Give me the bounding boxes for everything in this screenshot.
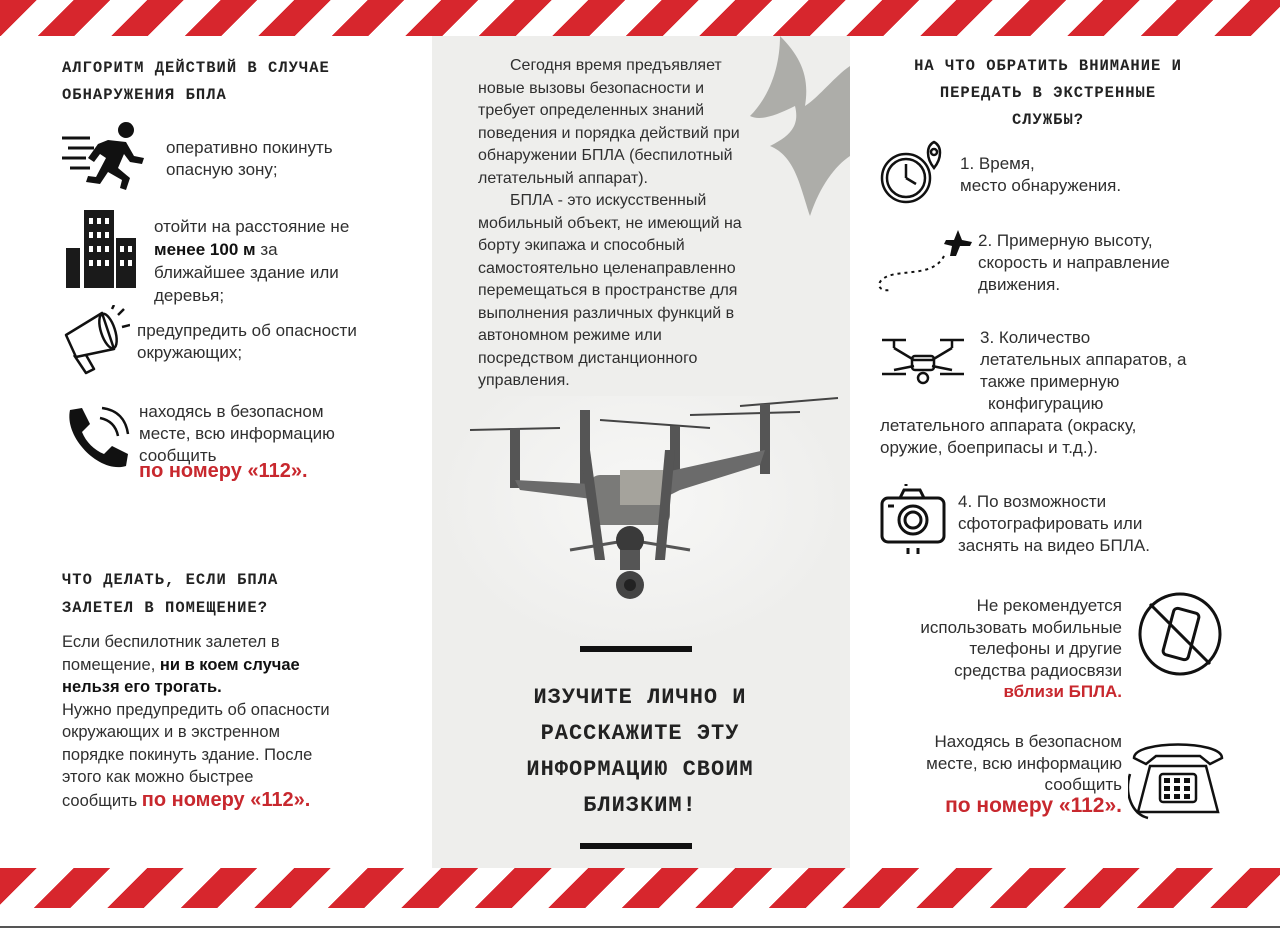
- intro-line: летательный аппарат).: [478, 169, 648, 187]
- item-line: 1. Время,: [960, 154, 1035, 173]
- item-line: место обнаружения.: [960, 176, 1122, 195]
- definition-line: мобильный объект, не имеющий на: [478, 214, 742, 232]
- divider-bottom: [580, 843, 692, 849]
- definition-line: БПЛА - это искусственный: [510, 192, 707, 209]
- item-1-text: [960, 153, 1121, 197]
- definition-line: перемещаться в пространстве для: [478, 282, 738, 299]
- call-line: сообщить: [1044, 775, 1122, 794]
- step-2-text: [154, 215, 349, 307]
- para-line: Нужно предупредить об опасности: [62, 700, 330, 719]
- step-line: опасную зону;: [166, 160, 278, 179]
- step-line: находясь в безопасном: [139, 402, 324, 421]
- emergency-number-right: по номеру «112».: [945, 794, 1122, 817]
- step-line: деревья;: [154, 286, 225, 305]
- item-line: конфигурацию: [988, 394, 1104, 413]
- indoor-instructions: [62, 631, 330, 812]
- bottom-hazard-stripe: [0, 868, 1280, 908]
- step-line: ближайшее здание или: [154, 263, 339, 282]
- step-line: оперативно покинуть: [166, 138, 333, 157]
- item-3-text: [880, 327, 1214, 459]
- intro-line: требует определенных знаний: [478, 102, 705, 119]
- telephone-icon: [1128, 734, 1228, 824]
- step-line: предупредить об опасности: [137, 321, 357, 340]
- item-line: сфотографировать или: [958, 514, 1143, 533]
- emergency-number-left: по номеру «112».: [139, 460, 308, 482]
- emergency-number: по номеру «112».: [141, 788, 311, 811]
- intro-line: поведения и порядка действий при: [478, 124, 740, 142]
- heading-line: ЗАЛЕТЕЛ В ПОМЕЩЕНИЕ?: [62, 599, 269, 617]
- definition-line: самостоятельно целенаправленно: [478, 259, 736, 277]
- item-line: движения.: [978, 275, 1061, 294]
- running-person-icon: [60, 120, 152, 192]
- heading-line: НА ЧТО ОБРАТИТЬ ВНИМАНИЕ И: [914, 57, 1182, 75]
- megaphone-icon: [60, 305, 130, 377]
- phone-warning-text: [860, 595, 1122, 703]
- heading-line: АЛГОРИТМ ДЕЙСТВИЙ В СЛУЧАЕ: [62, 59, 330, 77]
- item-line: оружие, боеприпасы и т.д.).: [880, 438, 1098, 457]
- intro-line: Сегодня время предъявляет: [510, 57, 722, 74]
- item-line: 3. Количество: [980, 328, 1091, 347]
- definition-line: управления.: [478, 372, 570, 389]
- step-line: месте, всю информацию: [139, 424, 335, 443]
- warn-line: средства радиосвязи: [954, 660, 1122, 680]
- warn-line: телефоны и другие: [969, 639, 1122, 658]
- step-4-text: [139, 401, 335, 467]
- call-line: Находясь в безопасном: [934, 732, 1122, 751]
- step-3-text: [137, 320, 357, 364]
- warn-red: вблизи БПЛА.: [1003, 682, 1122, 701]
- cta-line: РАССКАЖИТЕ ЭТУ: [540, 721, 740, 746]
- call-to-action: [480, 680, 800, 824]
- intro-text: [478, 55, 808, 393]
- item-line: скорость и направление: [978, 253, 1170, 272]
- cta-line: ИНФОРМАЦИЮ СВОИМ: [526, 757, 754, 782]
- step-1-text: [166, 137, 333, 181]
- item-line: 4. По возможности: [958, 492, 1107, 511]
- para-bold-line: нельзя его трогать.: [62, 678, 222, 696]
- item-line: заснять на видео БПЛА.: [958, 536, 1150, 555]
- no-mobile-phone-icon: [1134, 588, 1226, 680]
- heading-line: СЛУЖБЫ?: [1011, 111, 1085, 129]
- step-text: за: [255, 240, 278, 259]
- left-heading-2: [62, 566, 278, 622]
- clock-location-icon: [878, 138, 950, 210]
- item-line: летательных аппаратов, а: [980, 350, 1187, 369]
- para-line: порядке покинуть здание. После: [62, 745, 313, 764]
- phone-handset-icon: [60, 404, 132, 476]
- definition-line: борту экипажа и способный: [478, 237, 685, 254]
- para-line-mixed: [62, 654, 330, 677]
- call-text-right: [860, 731, 1122, 796]
- item-line: также примерную: [980, 372, 1120, 391]
- intro-line: обнаружении БПЛА (беспилотный: [478, 147, 733, 164]
- heading-line: ОБНАРУЖЕНИЯ БПЛА: [62, 86, 227, 104]
- definition-line: выполнения различных функций в: [478, 304, 735, 322]
- heading-line: ПЕРЕДАТЬ В ЭКСТРЕННЫЕ: [939, 84, 1157, 102]
- step-line: сообщить: [139, 446, 217, 465]
- airplane-path-icon: [874, 226, 974, 296]
- top-hazard-stripe: [0, 0, 1280, 36]
- bottom-border: [0, 926, 1280, 928]
- left-heading: [62, 55, 330, 109]
- warn-line: Не рекомендуется: [976, 596, 1122, 615]
- para-bold: ни в коем случае: [159, 655, 300, 674]
- step-line: окружающих;: [137, 343, 243, 362]
- cta-line: БЛИЗКИМ!: [583, 793, 697, 818]
- step-line: отойти на расстояние не: [154, 217, 350, 236]
- building-icon: [62, 208, 140, 288]
- divider-top: [580, 646, 692, 652]
- para-text: сообщить: [62, 791, 142, 810]
- para-line: окружающих и в экстренном: [62, 723, 280, 741]
- definition-line: автономном режиме или: [478, 327, 662, 344]
- definition-line: посредством дистанционного: [478, 349, 698, 367]
- call-line: месте, всю информацию: [926, 753, 1122, 773]
- cta-line: ИЗУЧИТЕ ЛИЧНО И: [533, 685, 747, 710]
- para-line: Если беспилотник залетел в: [62, 633, 280, 651]
- drone-photo: [460, 390, 840, 620]
- para-text: помещение,: [62, 655, 160, 674]
- item-line: 2. Примерную высоту,: [978, 231, 1153, 250]
- right-heading: [878, 53, 1218, 134]
- camera-icon: [878, 484, 948, 556]
- warn-line: использовать мобильные: [920, 617, 1122, 637]
- distance-bold: менее 100 м: [154, 240, 256, 259]
- step-line-mixed: [154, 238, 349, 261]
- item-line: летательного аппарата (окраску,: [880, 416, 1137, 435]
- item-2-text: [978, 230, 1170, 296]
- heading-line: ЧТО ДЕЛАТЬ, ЕСЛИ БПЛА: [62, 571, 279, 589]
- para-line-mixed: [62, 789, 330, 813]
- intro-line: новые вызовы безопасности и: [478, 79, 705, 97]
- item-4-text: [958, 491, 1150, 557]
- para-line: этого как можно быстрее: [62, 768, 254, 786]
